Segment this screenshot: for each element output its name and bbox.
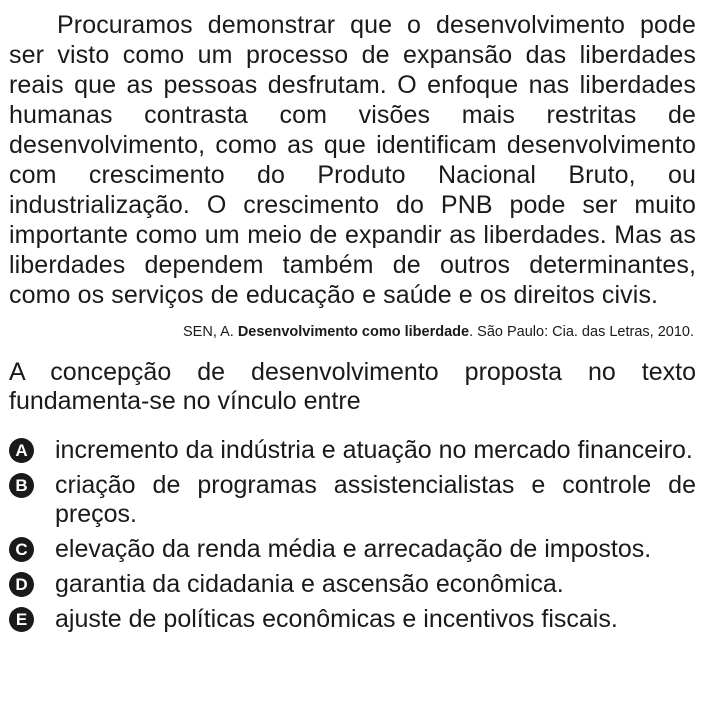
option-c-letter-badge[interactable]: C: [9, 537, 34, 562]
option-a[interactable]: [9, 436, 696, 465]
question-stem: A concepção de desenvolvimento proposta no texto fundamenta-se no vínculo entre: [9, 358, 696, 415]
citation-publisher: . São Paulo: Cia. das Letras, 2010.: [469, 324, 694, 340]
citation-title: Desenvolvimento como liberdade: [237, 324, 470, 340]
option-d-text[interactable]: garantia da cidadania e ascensão econômica.: [55, 570, 564, 598]
option-d-letter-badge[interactable]: D: [9, 572, 34, 597]
option-c[interactable]: [9, 535, 696, 564]
option-e-text[interactable]: ajuste de políticas econômicas e incentivos fiscais.: [55, 605, 618, 633]
question-page: [9, 10, 696, 640]
answer-options: [9, 436, 696, 634]
option-e[interactable]: [9, 605, 696, 634]
option-b[interactable]: [9, 471, 696, 529]
citation-author: SEN, A.: [183, 324, 238, 340]
option-b-letter-badge[interactable]: B: [9, 473, 34, 498]
option-d[interactable]: [9, 570, 696, 599]
option-e-letter-badge[interactable]: E: [9, 607, 34, 632]
passage-text: Procuramos demonstrar que o desenvolvimento pode ser visto como um processo de expansão das liberdades reais que as pessoas desfrutam. O enfoque nas liberdades humanas contrasta com visões mais restritas de desenvolvimento, como as que identificam desenvolvimento com crescimento do Produto Nacional Bruto, ou industrialização. O crescimento do PNB pode ser muito importante como um meio de expandir as liberdades. Mas as liberdades dependem também de outros determinantes, como os serviços de educação e saúde e os direitos civis.: [9, 11, 696, 309]
option-c-text[interactable]: elevação da renda média e arrecadação de impostos.: [55, 535, 652, 563]
citation: [9, 323, 696, 341]
option-b-text[interactable]: criação de programas assistencialistas e controle de preços.: [55, 471, 696, 528]
option-a-letter-badge[interactable]: A: [9, 438, 34, 463]
option-a-text[interactable]: incremento da indústria e atuação no mercado financeiro.: [55, 436, 693, 464]
